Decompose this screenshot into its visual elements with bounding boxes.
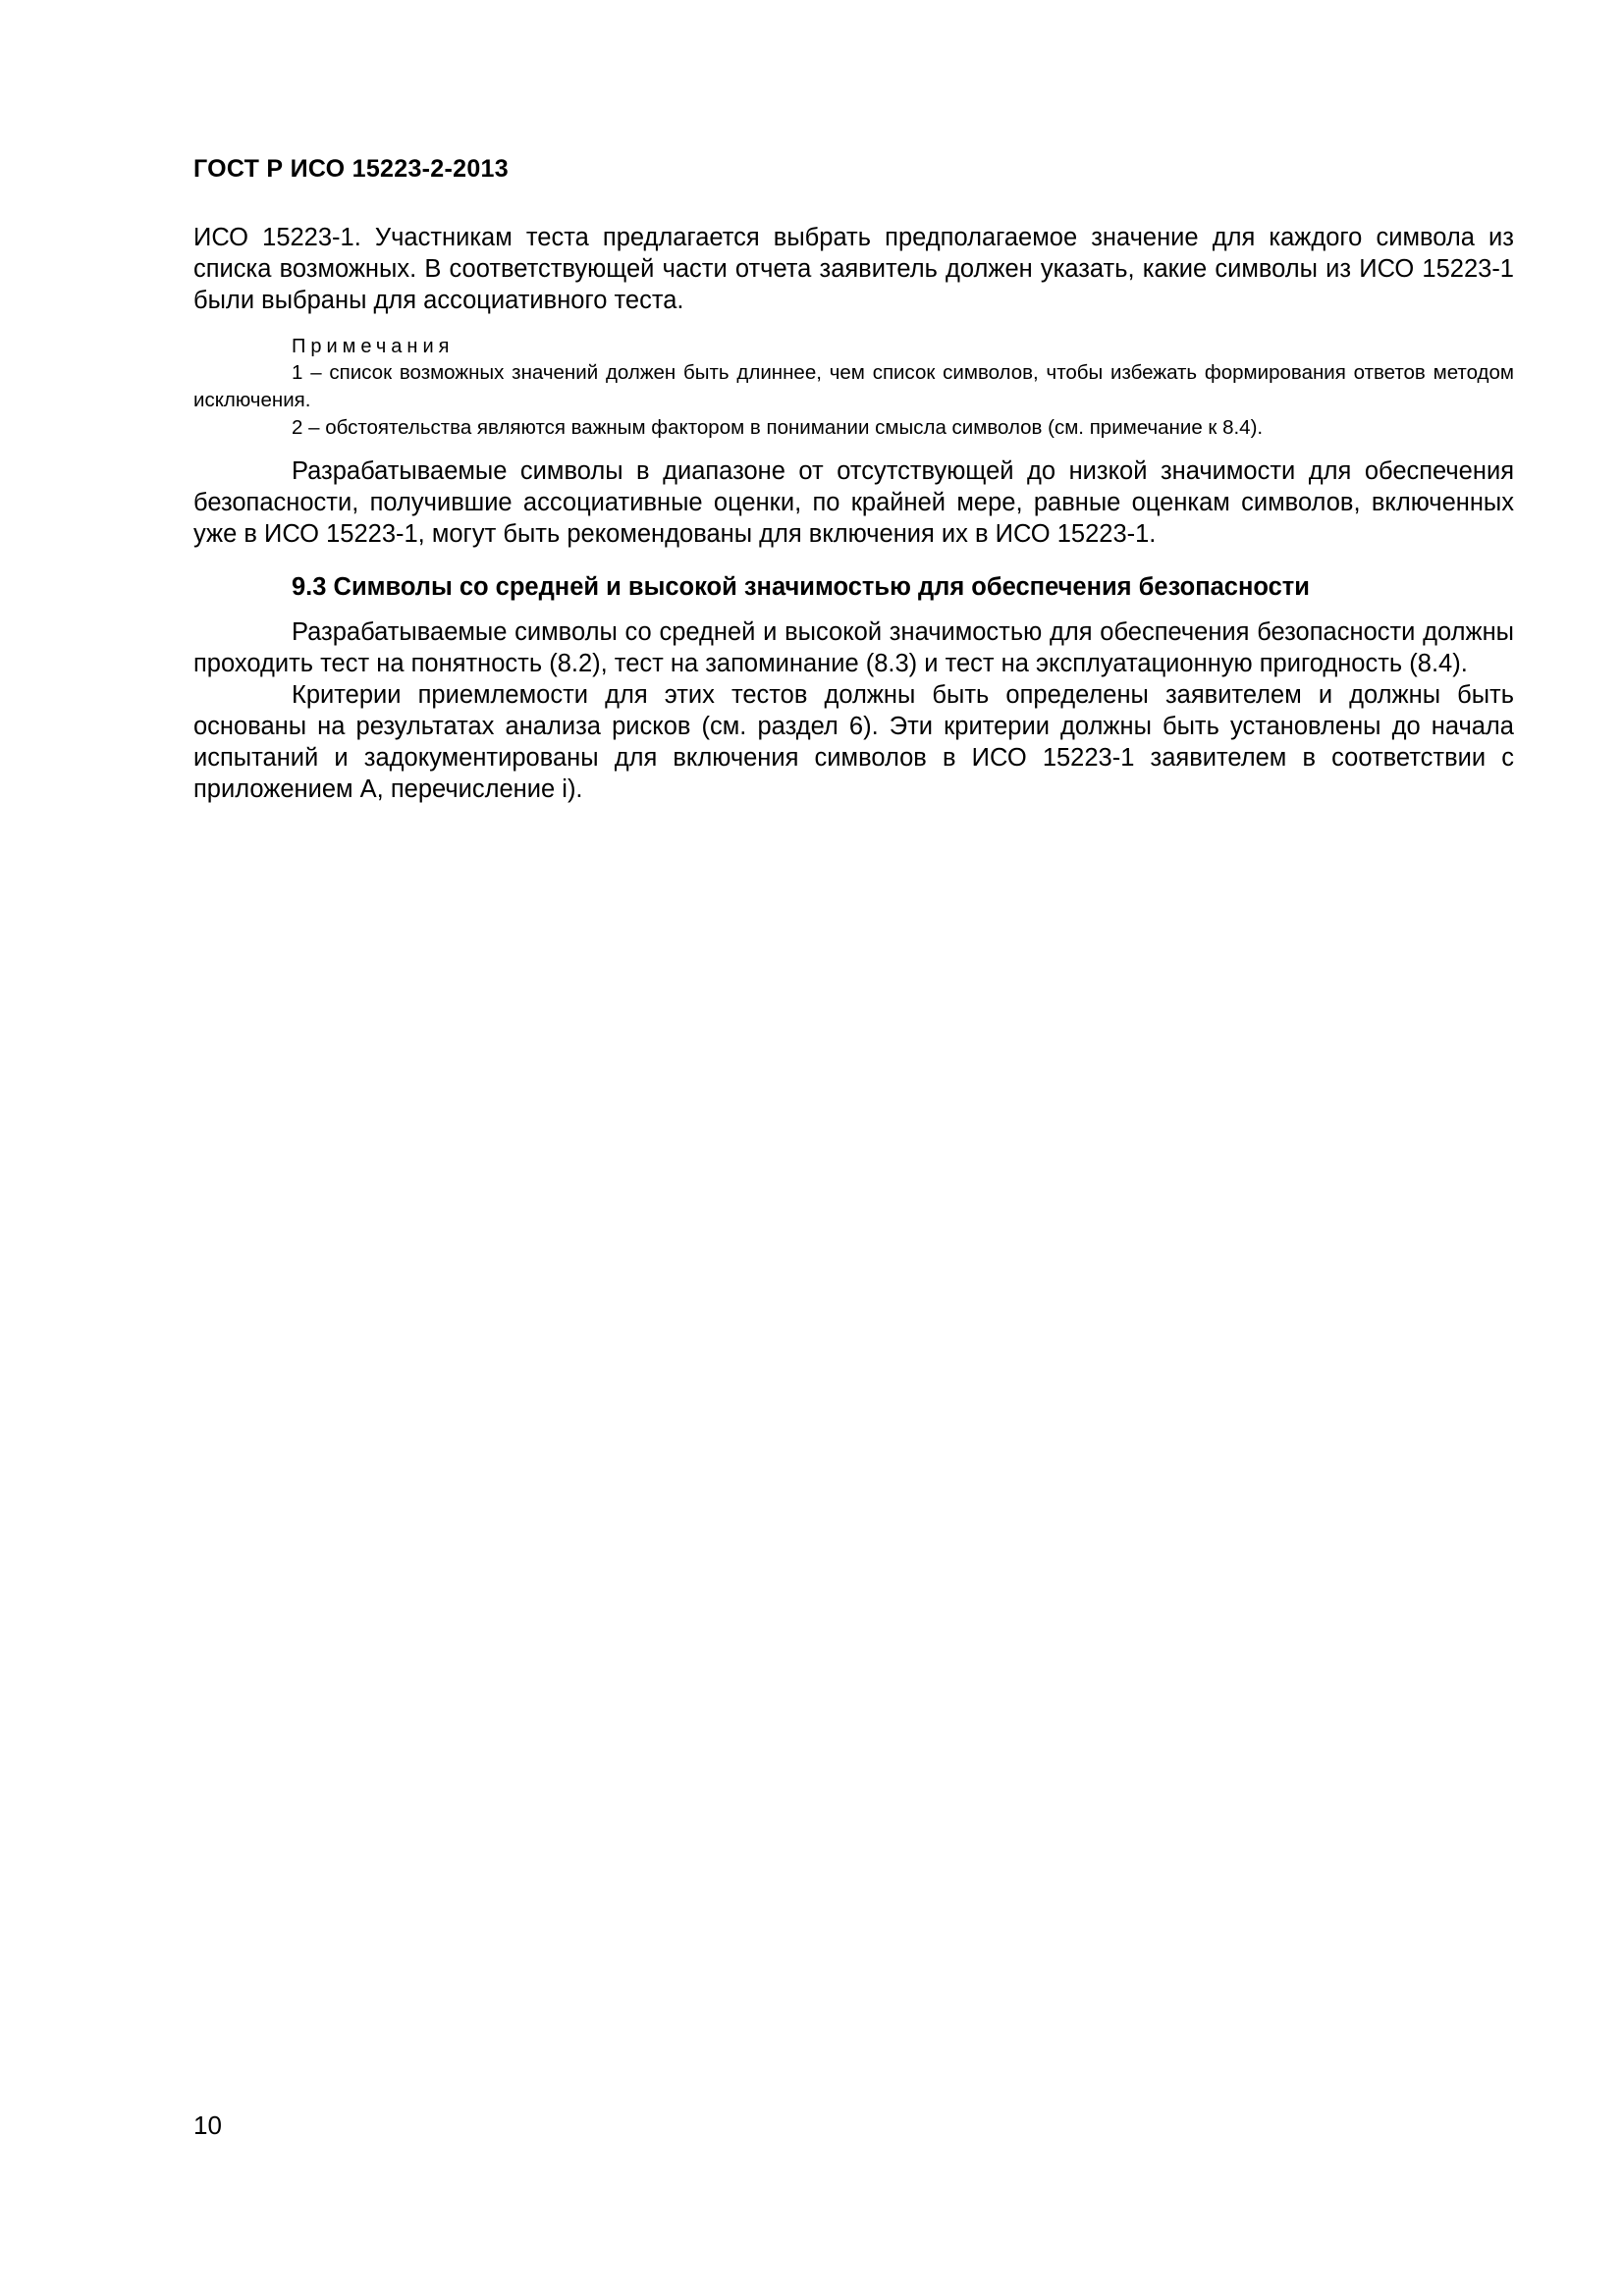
notes-title: Примечания — [292, 336, 455, 357]
note-1: 1 – список возможных значений должен быть длиннее, чем список символов, чтобы избежать формирования ответов методом исключения. — [193, 361, 1514, 411]
paragraph-low-significance: Разрабатываемые символы в диапазоне от отсутствующей до низкой значимости для обеспечения безопасности, получившие ассоциативные оценки, по крайней мере, равные оценкам символов, включенных уже в ИСО 15223-1, могут быть рекомендованы для включения их в ИСО 15223-1. — [193, 457, 1514, 548]
document-header: ГОСТ Р ИСО 15223-2-2013 — [193, 155, 509, 183]
paragraph-medium-high-significance: Разрабатываемые символы со средней и высокой значимостью для обеспечения безопасности должны проходить тест на понятность (8.2), тест на запоминание (8.3) и тест на эксплуатационную пригодность (8.4). — [193, 618, 1514, 677]
note-2: 2 – обстоятельства являются важным фактором в понимании смысла символов (см. примечание к 8.4). — [292, 416, 1264, 439]
paragraph-continuation: ИСО 15223-1. Участникам теста предлагается выбрать предполагаемое значение для каждого символа из списка возможных. В соответствующей части отчета заявитель должен указать, какие символы из ИСО 15223-1 были выбраны для ассоциативного теста. — [193, 224, 1514, 314]
section-heading-9-3: 9.3 Символы со средней и высокой значимостью для обеспечения безопасности — [292, 573, 1310, 601]
page-number: 10 — [193, 2110, 222, 2140]
paragraph-acceptance-criteria: Критерии приемлемости для этих тестов должны быть определены заявителем и должны быть основаны на результатах анализа рисков (см. раздел 6). Эти критерии должны быть установлены до начала испытаний и задокументированы для включения символов в ИСО 15223-1 заявителем в соответствии с приложением А, перечисление i). — [193, 681, 1514, 803]
document-body — [193, 222, 1514, 805]
